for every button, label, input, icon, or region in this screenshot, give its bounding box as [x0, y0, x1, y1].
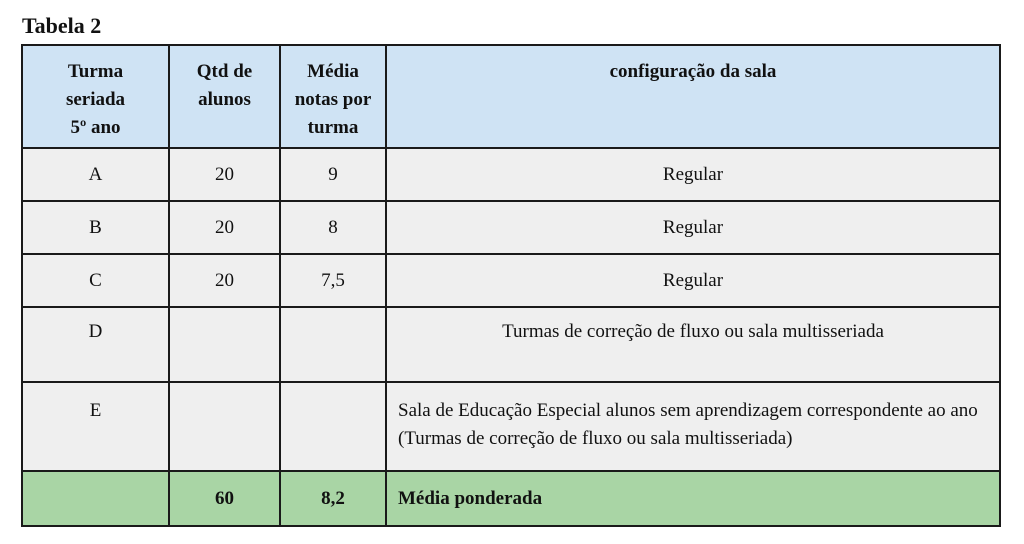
header-line: Turma [67, 61, 124, 82]
header-line: turma [307, 117, 359, 138]
table-row [22, 148, 1000, 201]
total-qtd: 60 [169, 471, 280, 526]
header-line: 5º ano [70, 117, 121, 138]
cell-turma: C [22, 254, 169, 307]
cell-media [280, 382, 386, 471]
data-table [21, 44, 1001, 527]
cell-turma: E [22, 382, 169, 471]
cell-media: 8 [280, 201, 386, 254]
header-line: Qtd de [196, 61, 253, 82]
total-row [22, 471, 1000, 526]
header-line: alunos [198, 89, 251, 110]
table-row [22, 254, 1000, 307]
cell-media: 9 [280, 148, 386, 201]
table-title: Tabela 2 [22, 13, 102, 38]
cell-media [280, 307, 386, 382]
header-config [386, 45, 1000, 148]
cell-turma: B [22, 201, 169, 254]
total-label: Média ponderada [386, 471, 1000, 526]
header-line: seriada [65, 89, 126, 110]
header-line: configuração da sala [609, 61, 777, 82]
cell-media: 7,5 [280, 254, 386, 307]
cell-config: Regular [386, 254, 1000, 307]
cell-qtd [169, 307, 280, 382]
total-turma [22, 471, 169, 526]
cell-turma: A [22, 148, 169, 201]
cell-qtd: 20 [169, 254, 280, 307]
table-row [22, 201, 1000, 254]
cell-turma: D [22, 307, 169, 382]
cell-qtd: 20 [169, 148, 280, 201]
cell-config: Turmas de correção de fluxo ou sala multisseriada [386, 307, 1000, 382]
table-row [22, 307, 1000, 382]
cell-config: Regular [386, 201, 1000, 254]
header-line: Média [307, 61, 359, 82]
header-turma [22, 45, 169, 148]
table-row [22, 382, 1000, 471]
header-qtd [169, 45, 280, 148]
total-media: 8,2 [280, 471, 386, 526]
header-media [280, 45, 386, 148]
cell-qtd: 20 [169, 201, 280, 254]
cell-config: Sala de Educação Especial alunos sem aprendizagem correspondente ao ano (Turmas de correção de fluxo ou sala multisseriada) [386, 382, 1000, 471]
cell-qtd [169, 382, 280, 471]
header-row [22, 45, 1000, 148]
header-line: notas por [294, 89, 372, 110]
cell-config: Regular [386, 148, 1000, 201]
